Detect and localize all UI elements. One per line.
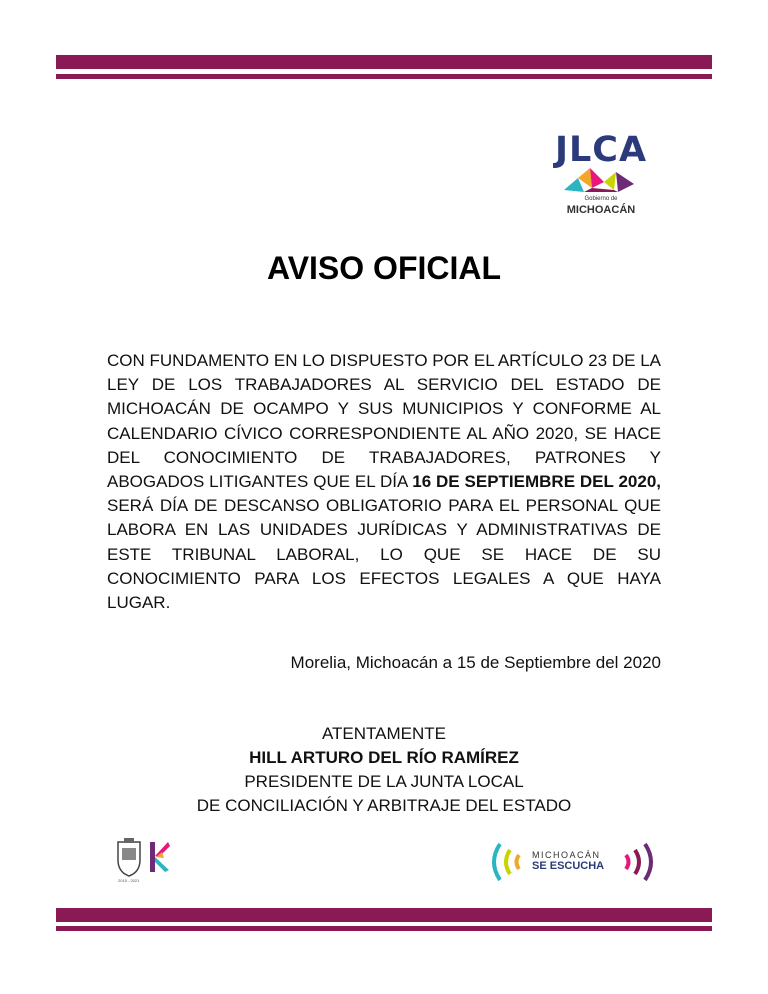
place-date: Morelia, Michoacán a 15 de Septiembre del 2020	[290, 653, 661, 672]
footer-right-line2: SE ESCUCHA	[532, 860, 605, 872]
footer-left-years: 2015 - 2021	[118, 878, 140, 883]
notice-body-part2: SERÁ DÍA DE DESCANSO OBLIGATORIO PARA EL PERSONAL QUE LABORA EN LAS UNIDADES JURÍDICAS Y ADMINISTRATIVAS DE ESTE TRIBUNAL LABORAL, LO QUE SE HACE DE SU CONOCIMIENTO PARA LOS EFECTOS LEGALES A QUE HAYA LUGAR.	[107, 496, 661, 613]
bottom-decorative-band	[56, 908, 712, 938]
notice-body	[107, 349, 661, 615]
top-band-thin	[56, 74, 712, 79]
top-decorative-band	[56, 55, 712, 85]
signature-block	[0, 722, 768, 818]
footer-left-logos	[112, 836, 174, 886]
notice-body-part1: CON FUNDAMENTO EN LO DISPUESTO POR EL ARTÍCULO 23 DE LA LEY DE LOS TRABAJADORES AL SERVICIO DEL ESTADO DE MICHOACÁN DE OCAMPO Y SUS MUNICIPIOS Y CONFORME AL CALENDARIO CÍVICO CORRESPONDIENTE AL AÑO 2020, SE HACE DEL CONOCIMIENTO DE TRABAJADORES, PATRONES Y ABOGADOS LITIGANTES QUE EL DÍA	[107, 351, 661, 492]
jlca-logo-state: MICHOACÁN	[566, 204, 636, 216]
jlca-logo-acronym: JLCA	[554, 130, 648, 170]
signature-name: HILL ARTURO DEL RÍO RAMÍREZ	[249, 748, 519, 767]
page-title: AVISO OFICIAL	[266, 250, 502, 286]
signature-role-line1: PRESIDENTE DE LA JUNTA LOCAL	[244, 772, 524, 791]
signature-closing: ATENTAMENTE	[321, 724, 447, 743]
signature-role-line2: DE CONCILIACIÓN Y ARBITRAJE DEL ESTADO	[196, 796, 572, 815]
top-band-thick	[56, 55, 712, 69]
michoacan-se-escucha-logo	[488, 838, 658, 886]
jlca-logo-gov-line: Gobierno de	[584, 196, 618, 202]
state-coat-of-arms-icon	[112, 836, 174, 878]
bottom-band-thick	[56, 908, 712, 922]
jlca-logo	[546, 130, 656, 220]
notice-body-date: 16 DE SEPTIEMBRE DEL 2020,	[412, 472, 662, 492]
footer-right-line1: MICHOACÁN	[532, 850, 601, 860]
michoacan-star-icon	[564, 168, 638, 196]
bottom-band-thin	[56, 926, 712, 931]
